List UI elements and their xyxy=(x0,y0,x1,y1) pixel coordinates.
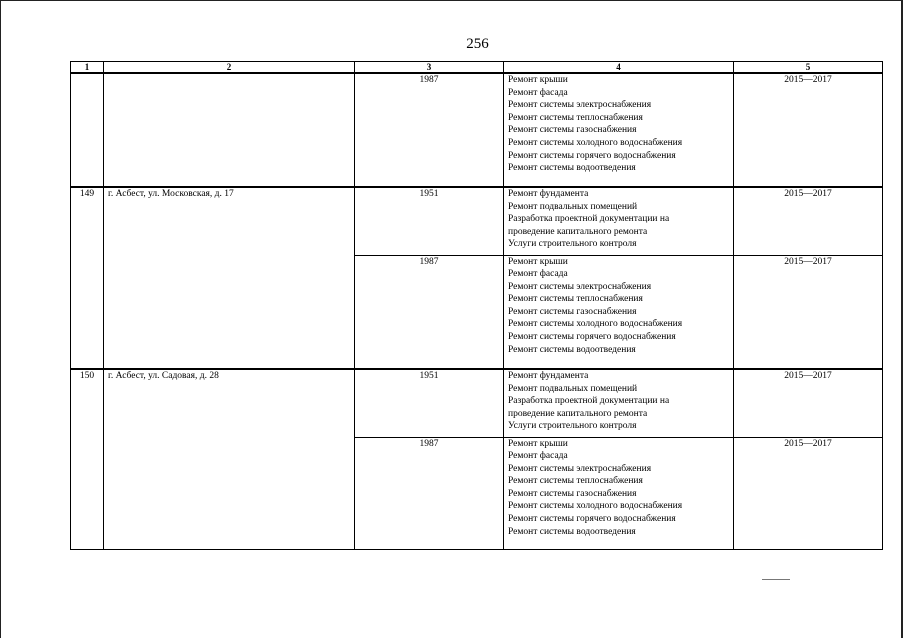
work-item: Ремонт системы водоотведения xyxy=(508,526,636,537)
repair-schedule-table xyxy=(70,61,883,550)
works-cell xyxy=(504,187,734,255)
work-item: Разработка проектной документации на xyxy=(508,214,670,225)
work-item: Ремонт системы водоотведения xyxy=(508,344,636,355)
row-number-cell xyxy=(71,73,104,187)
work-item: Ремонт системы теплоснабжения xyxy=(508,476,643,487)
work-item: Ремонт фасада xyxy=(508,87,568,98)
work-item: Ремонт системы теплоснабжения xyxy=(508,294,643,305)
row-number-cell: 149 xyxy=(71,187,104,369)
address-cell: г. Асбест, ул. Садовая, д. 28 xyxy=(104,369,355,549)
work-item: Ремонт системы горячего водоснабжения xyxy=(508,514,676,525)
period-cell: 2015—2017 xyxy=(734,73,883,187)
work-item: Ремонт системы холодного водоснабжения xyxy=(508,319,683,330)
column-header: 2 xyxy=(104,62,355,74)
work-item: Ремонт системы горячего водоснабжения xyxy=(508,150,676,161)
work-item: Ремонт системы электроснабжения xyxy=(508,281,652,292)
work-item: проведение капитального ремонта xyxy=(508,408,648,419)
work-item: Ремонт подвальных помещений xyxy=(508,201,638,212)
works-cell xyxy=(504,73,734,187)
page-number: 256 xyxy=(466,36,489,52)
address-cell xyxy=(104,73,355,187)
work-item: Ремонт крыши xyxy=(508,256,568,267)
period-cell: 2015—2017 xyxy=(734,369,883,437)
work-item: Услуги строительного контроля xyxy=(508,421,637,432)
table-header-row xyxy=(71,62,883,74)
table-row xyxy=(71,73,883,187)
work-item: Ремонт системы теплоснабжения xyxy=(508,112,643,123)
work-item: Ремонт системы водоотведения xyxy=(508,163,636,174)
column-header: 4 xyxy=(504,62,734,74)
column-header: 3 xyxy=(355,62,504,74)
work-item: Ремонт фасада xyxy=(508,451,568,462)
year-cell: 1987 xyxy=(355,73,504,187)
work-item: Разработка проектной документации на xyxy=(508,396,670,407)
works-cell xyxy=(504,255,734,369)
works-cell xyxy=(504,437,734,549)
period-cell: 2015—2017 xyxy=(734,255,883,369)
work-item: Ремонт системы газоснабжения xyxy=(508,306,637,317)
work-item: Ремонт системы газоснабжения xyxy=(508,125,637,136)
period-cell: 2015—2017 xyxy=(734,187,883,255)
work-item: Ремонт системы электроснабжения xyxy=(508,100,652,111)
work-item: Ремонт крыши xyxy=(508,438,568,449)
work-item: проведение капитального ремонта xyxy=(508,226,648,237)
year-cell: 1951 xyxy=(355,187,504,255)
year-cell: 1987 xyxy=(355,437,504,549)
work-item: Ремонт фундамента xyxy=(508,189,589,199)
year-cell: 1951 xyxy=(355,369,504,437)
period-cell: 2015—2017 xyxy=(734,437,883,549)
column-header: 1 xyxy=(71,62,104,74)
table-row xyxy=(71,369,883,437)
work-item: Ремонт системы газоснабжения xyxy=(508,488,637,499)
column-header: 5 xyxy=(734,62,883,74)
work-item: Услуги строительного контроля xyxy=(508,239,637,250)
scan-artifact-line xyxy=(762,579,790,580)
work-item: Ремонт подвальных помещений xyxy=(508,383,638,394)
work-item: Ремонт системы холодного водоснабжения xyxy=(508,501,683,512)
table-row xyxy=(71,187,883,255)
work-item: Ремонт фундамента xyxy=(508,371,589,381)
address-cell: г. Асбест, ул. Московская, д. 17 xyxy=(104,187,355,369)
works-cell xyxy=(504,369,734,437)
work-item: Ремонт фасада xyxy=(508,269,568,280)
work-item: Ремонт крыши xyxy=(508,75,568,85)
work-item: Ремонт системы электроснабжения xyxy=(508,463,652,474)
row-number-cell: 150 xyxy=(71,369,104,549)
work-item: Ремонт системы горячего водоснабжения xyxy=(508,332,676,343)
work-item: Ремонт системы холодного водоснабжения xyxy=(508,137,683,148)
year-cell: 1987 xyxy=(355,255,504,369)
